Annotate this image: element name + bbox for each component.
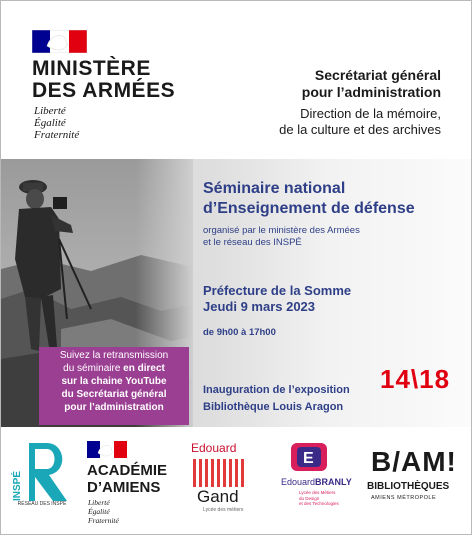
exhibition-logo-text: 14\18 <box>380 365 451 393</box>
secretariat-title <box>302 67 441 101</box>
live-line4 <box>39 388 189 401</box>
ministry-name-line2: DES ARMÉES <box>32 79 176 102</box>
secretariat-line2: pour l’administration <box>301 84 441 100</box>
branly-caption-1: Lycée des Métiers <box>299 490 336 495</box>
academie-line2: D’AMIENS <box>87 479 161 496</box>
branly-name-b: BRANLY <box>315 477 352 487</box>
ministry-name-line1: MINISTÈRE <box>32 57 151 80</box>
bam-text: B/AM! <box>371 446 457 477</box>
organizer-line1: organisé par le ministère des Armées <box>203 225 360 236</box>
direction-line1: Direction de la mémoire, <box>300 106 441 121</box>
branly-e-icon <box>289 441 329 473</box>
organizer-text <box>203 225 360 249</box>
academie-motto-3: Fraternité <box>88 516 119 525</box>
header <box>1 1 471 159</box>
live-line2-regular: du séminaire <box>63 363 124 374</box>
inspe-r-icon <box>9 439 75 509</box>
event-banner <box>1 159 471 427</box>
partner-logos <box>1 427 471 534</box>
bam-letters-icon <box>369 443 459 477</box>
branly-caption-2: du Design <box>299 495 320 501</box>
live-line3-bold: sur la chaine YouTube <box>61 376 167 387</box>
seminar-title-line2: d’Enseignement de défense <box>203 200 415 217</box>
event-time: de 9h00 à 17h00 <box>203 327 276 338</box>
exhibition-line1: Inauguration de l’exposition <box>203 384 350 396</box>
exhibition-line2: Bibliothèque Louis Aragon <box>203 401 344 413</box>
republic-motto <box>34 105 79 141</box>
edouard-gand-logo <box>189 441 255 523</box>
academie-marianne-icon <box>87 441 127 458</box>
bib-line1: BIBLIOTHÈQUES <box>367 481 450 492</box>
live-line5-bold: pour l’administration <box>64 402 164 413</box>
direction-line2: de la culture et des archives <box>279 122 441 137</box>
exhibition-text <box>203 382 350 416</box>
exhibition-1418-logo <box>380 365 470 393</box>
gand-name-text: Gand <box>197 487 239 506</box>
motto-liberte: Liberté <box>34 105 66 117</box>
live-line2-bold: en direct <box>123 363 165 374</box>
motto-fraternite: Fraternité <box>34 129 80 141</box>
live-line5 <box>39 401 189 414</box>
academie-motto-1: Liberté <box>88 498 110 507</box>
event-place-date <box>203 283 351 315</box>
event-place: Préfecture de la Somme <box>203 283 352 298</box>
academie-amiens-logo <box>85 441 181 529</box>
ministry-name <box>32 58 175 102</box>
inspe-logo <box>9 439 75 521</box>
motto-egalite: Égalité <box>34 117 66 129</box>
academie-motto-2: Égalité <box>88 507 110 516</box>
organizer-line2: et le réseau des INSPÉ <box>203 237 302 248</box>
live-line1: Suivez la retransmission <box>59 350 169 361</box>
seminar-title <box>203 179 415 219</box>
live-line2 <box>39 362 189 375</box>
gand-caption: Lycée des métiers <box>203 507 244 513</box>
branly-name <box>281 477 352 487</box>
live-line4-bold: du Secrétariat général <box>61 389 167 400</box>
inspe-caption: RÉSEAU DES INSPÉ <box>17 501 67 507</box>
academie-name <box>87 462 167 496</box>
seminar-title-line1: Séminaire national <box>203 180 346 197</box>
svg-text:E: E <box>303 450 314 467</box>
academie-line1: ACADÉMIE <box>87 462 168 479</box>
inspe-vertical-text: INSPÉ <box>12 470 23 501</box>
event-date: Jeudi 9 mars 2023 <box>203 299 316 314</box>
bam-bibliotheques-logo <box>363 443 467 527</box>
secretariat-line1: Secrétariat général <box>314 67 441 83</box>
branly-name-a: Edouard <box>281 477 316 487</box>
academie-motto <box>88 498 119 525</box>
gand-stripes-icon <box>189 457 253 489</box>
direction-title <box>279 106 441 138</box>
youtube-live-box[interactable] <box>39 347 189 425</box>
edouard-branly-logo <box>271 441 355 523</box>
gand-edouard-text: Edouard <box>191 441 237 455</box>
live-line3 <box>39 375 189 388</box>
marianne-logo-icon <box>32 30 87 53</box>
bib-line2: AMIENS MÉTROPOLE <box>371 495 437 501</box>
branly-caption <box>299 490 339 507</box>
branly-caption-3: et des Technologies <box>299 501 339 506</box>
